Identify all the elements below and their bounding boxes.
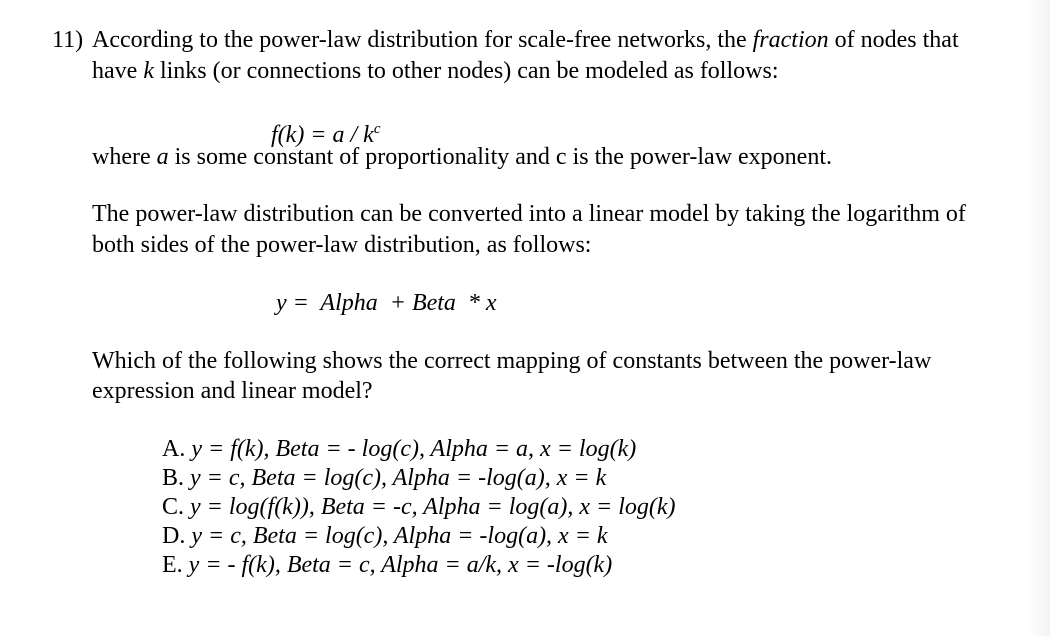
question-line-4: The power-law distribution can be converted into a linear model by taking the logarithm of <box>92 201 966 227</box>
option-d-letter: D. <box>162 523 186 549</box>
power-law-formula-base: f(k) = a / k <box>271 122 374 148</box>
question-line-3-pre: where <box>92 144 157 170</box>
option-c-text: y = log(f(k)), Beta = -c, Alpha = log(a), x = log(k) <box>190 494 676 520</box>
option-b-text: y = c, Beta = log(c), Alpha = -log(a), x = k <box>190 465 607 491</box>
question-line-6: Which of the following shows the correct mapping of constants between the power-law <box>92 348 932 374</box>
option-e-text: y = - f(k), Beta = c, Alpha = a/k, x = -log(k) <box>188 552 613 578</box>
option-b-letter: B. <box>162 465 185 491</box>
option-e-letter: E. <box>162 552 183 578</box>
page-edge-shade <box>1028 0 1050 636</box>
option-c-letter: C. <box>162 494 185 520</box>
linear-model-formula: y = Alpha + Beta * x <box>276 290 497 316</box>
question-line-1 <box>92 25 959 55</box>
question-line-1-pre: According to the power-law distribution for scale-free networks, the <box>92 27 753 53</box>
question-line-2 <box>92 56 778 86</box>
option-c[interactable] <box>162 492 676 522</box>
question-line-2-pre: have <box>92 58 144 84</box>
question-line-2-emphasis: k <box>143 58 154 84</box>
question-line-3-emphasis: a <box>156 144 169 170</box>
option-d-text: y = c, Beta = log(c), Alpha = -log(a), x = k <box>191 523 608 549</box>
question-line-3-post: is some constant of proportionality and c is the power-law exponent. <box>168 144 833 170</box>
question-line-2-post: links (or connections to other nodes) can be modeled as follows: <box>153 58 779 84</box>
option-a-text: y = f(k), Beta = - log(c), Alpha = a, x = log(k) <box>191 436 637 462</box>
option-e[interactable] <box>162 550 612 580</box>
question-line-3 <box>92 142 832 172</box>
power-law-formula-exponent: c <box>373 121 381 137</box>
option-a[interactable] <box>162 434 636 464</box>
option-d[interactable] <box>162 521 608 551</box>
question-line-1-emphasis: fraction <box>752 27 829 53</box>
question-line-5: both sides of the power-law distribution, as follows: <box>92 232 592 258</box>
question-line-7: expression and linear model? <box>92 378 373 404</box>
question-line-1-post: of nodes that <box>828 27 959 53</box>
option-a-letter: A. <box>162 436 186 462</box>
question-number: 11) <box>52 27 84 53</box>
option-b[interactable] <box>162 463 606 493</box>
